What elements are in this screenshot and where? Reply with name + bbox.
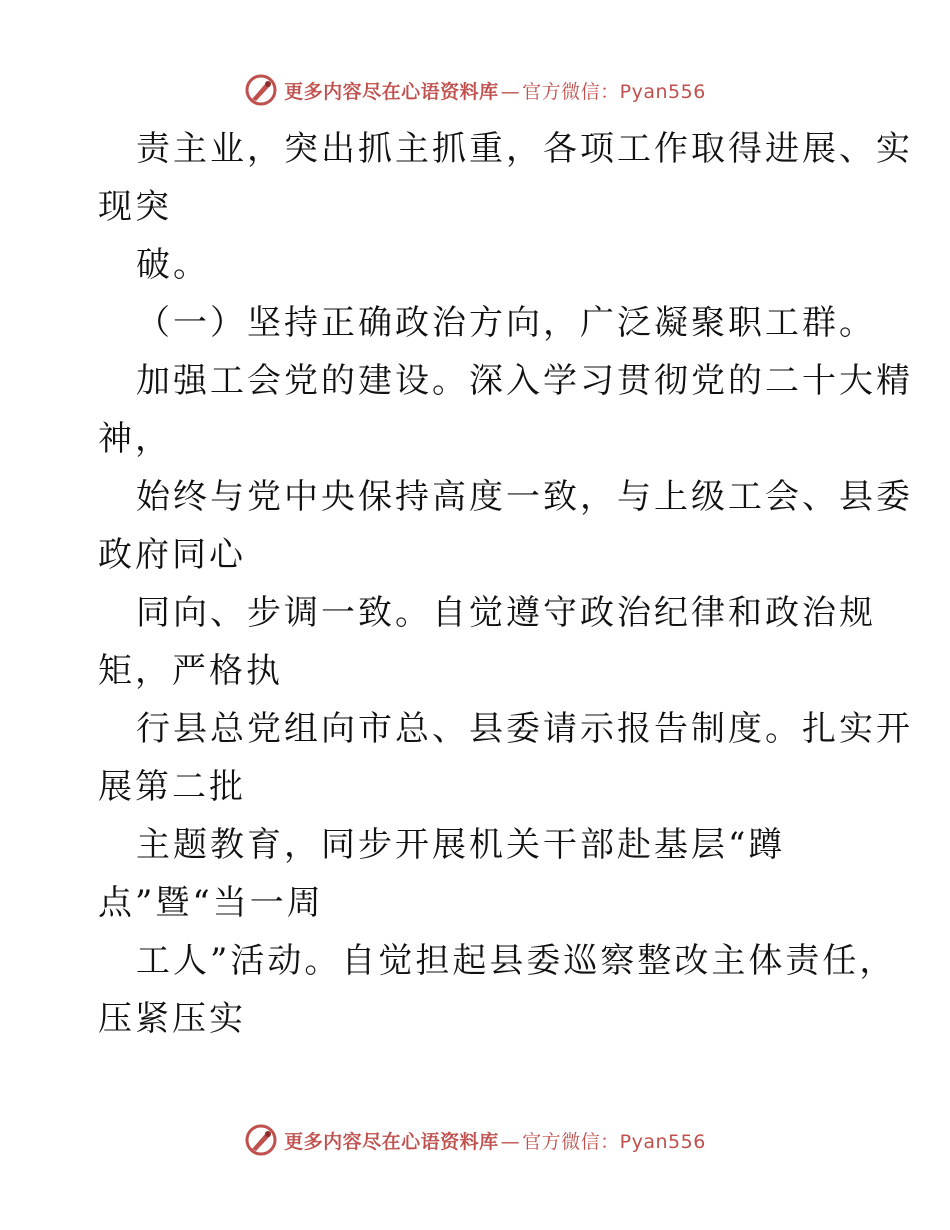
watermark-text-suffix: 官方微信：Pyan556: [522, 1130, 706, 1153]
text-line: 始终与党中央保持高度一致，与上级工会、县委: [136, 477, 913, 517]
text-line: 行县总党组向市总、县委请示报告制度。扎实开: [136, 709, 913, 749]
watermark-separator: —: [500, 1130, 521, 1153]
red-circle-pen-logo-icon: [244, 1123, 278, 1157]
watermark-text: [284, 1127, 706, 1154]
header-watermark: [0, 70, 950, 110]
text-line: 压紧压实: [98, 999, 246, 1039]
red-circle-pen-logo-icon: [244, 73, 278, 107]
text-line: 政府同心: [98, 535, 246, 575]
watermark-text-main: 更多内容尽在心语资料库: [284, 80, 499, 103]
text-line: 展第二批: [98, 767, 246, 807]
section-heading: （一）坚持正确政治方向，广泛凝聚职工群。: [136, 303, 876, 343]
watermark-text: [284, 77, 706, 104]
text-line: 加强工会党的建设。深入学习贯彻党的二十大精: [136, 361, 913, 401]
text-line: 矩，严格执: [98, 651, 283, 691]
text-line: 主题教育，同步开展机关干部赴基层“蹲: [136, 825, 786, 865]
watermark-text-suffix: 官方微信：Pyan556: [522, 80, 706, 103]
text-line: 点”暨“当一周: [98, 883, 324, 923]
document-body: [98, 120, 913, 1048]
text-line: 现突: [98, 187, 172, 227]
text-line: 责主业，突出抓主抓重，各项工作取得进展、实: [136, 129, 913, 169]
watermark-separator: —: [500, 80, 521, 103]
text-line: 同向、步调一致。自觉遵守政治纪律和政治规: [136, 593, 876, 633]
text-line: 神，: [98, 419, 172, 459]
watermark-text-main: 更多内容尽在心语资料库: [284, 1130, 499, 1153]
text-line: 破。: [136, 245, 210, 285]
text-line: 工人”活动。自觉担起县委巡察整改主体责任，: [136, 941, 897, 981]
footer-watermark: [0, 1120, 950, 1160]
